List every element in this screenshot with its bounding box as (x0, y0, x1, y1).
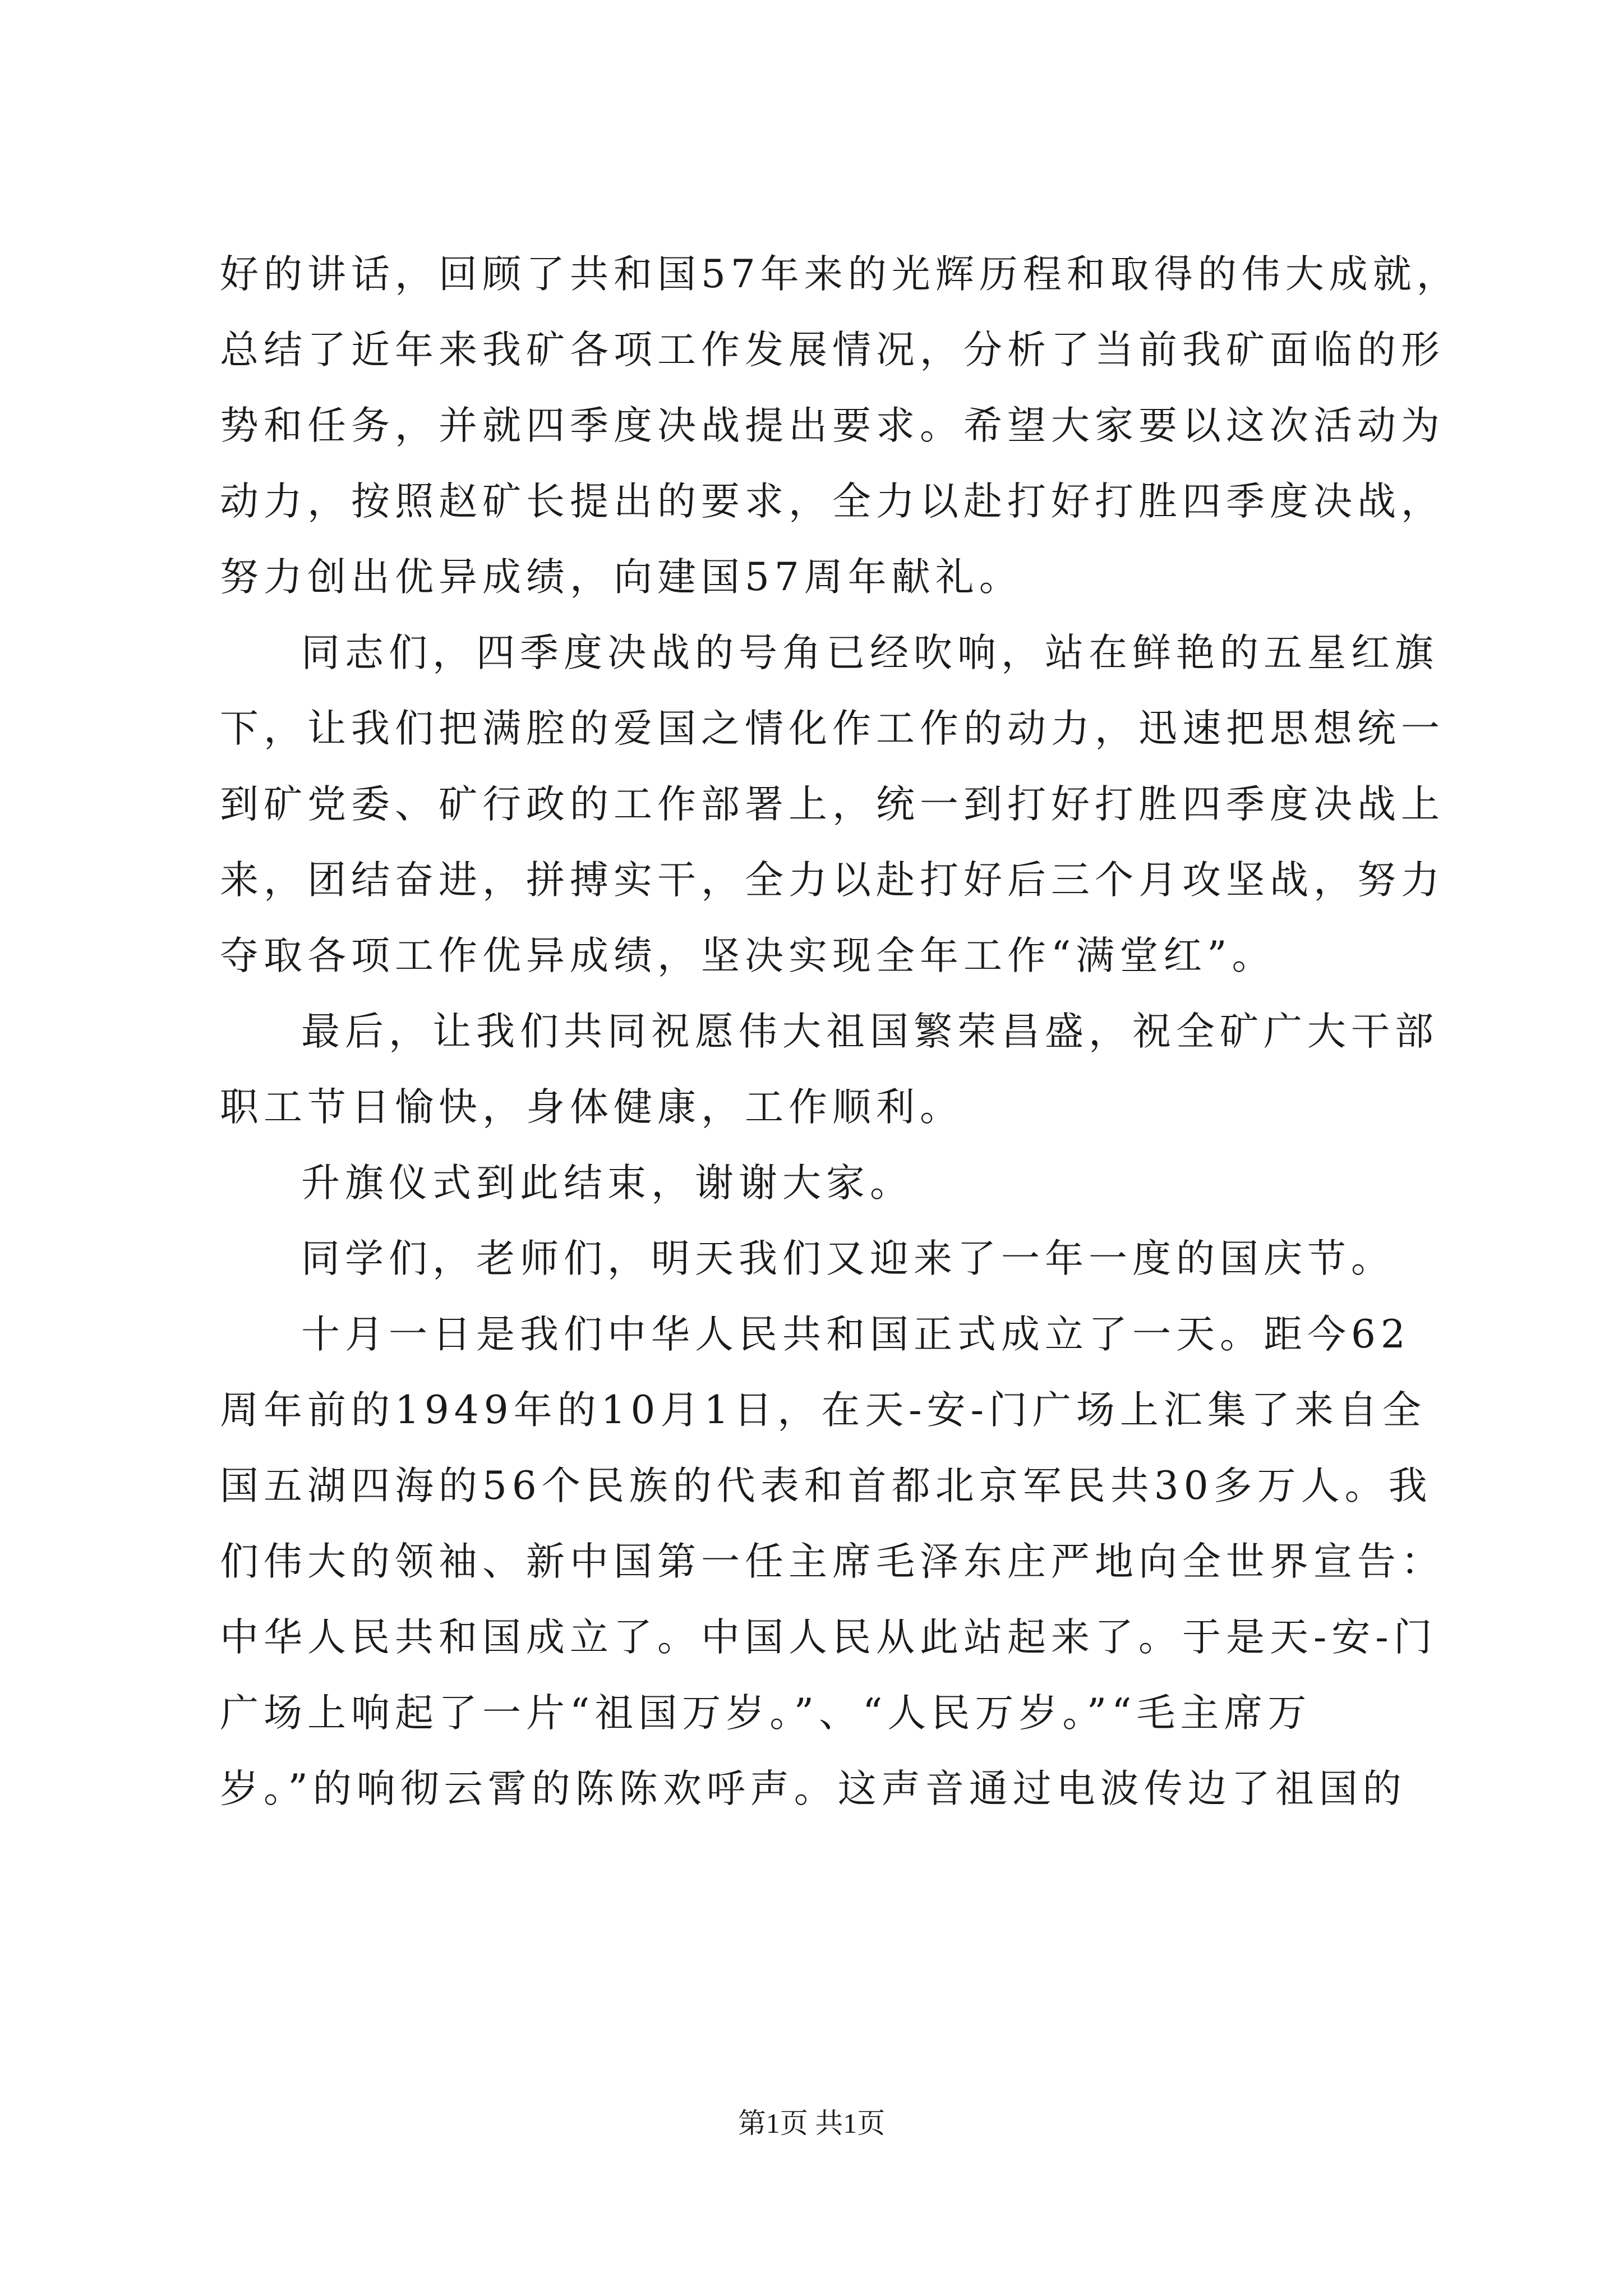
text-line: 周年前的1949年的10月1日，在天-安-门广场上汇集了来自全 (220, 1388, 1426, 1433)
text-line: 同学们，老师们，明天我们又迎来了一年一度的国庆节。 (301, 1236, 1395, 1281)
text-line: 夺取各项工作优异成绩，坚决实现全年工作“满堂红”。 (220, 933, 1276, 978)
text-line: 势和任务，并就四季度决战提出要求。希望大家要以这次活动为 (220, 403, 1445, 448)
text-line: 国五湖四海的56个民族的代表和首都北京军民共30多万人。我 (220, 1464, 1432, 1508)
text-line: 十月一日是我们中华人民共和国正式成立了一天。距今62 (301, 1312, 1410, 1357)
text-line: 到矿党委、矿行政的工作部署上，统一到打好打胜四季度决战上 (220, 782, 1445, 827)
text-line: 努力创出优异成绩，向建国57周年献礼。 (220, 555, 1023, 600)
text-line: 动力，按照赵矿长提出的要求，全力以赴打好打胜四季度决战， (220, 479, 1445, 524)
text-line: 中华人民共和国成立了。中国人民从此站起来了。于是天-安-门 (220, 1615, 1437, 1660)
text-line: 广场上响起了一片“祖国万岁。”、“人民万岁。”“毛主席万 (220, 1691, 1312, 1736)
text-line: 下，让我们把满腔的爱国之情化作工作的动力，迅速把思想统一 (220, 706, 1445, 751)
document-body (220, 237, 1460, 1827)
text-line: 最后，让我们共同祝愿伟大祖国繁荣昌盛，祝全矿广大干部 (301, 1009, 1438, 1054)
text-line: 总结了近年来我矿各项工作发展情况，分析了当前我矿面临的形 (220, 328, 1445, 372)
text-line: 来，团结奋进，拼搏实干，全力以赴打好后三个月攻坚战，努力 (220, 858, 1445, 903)
text-line: 职工节日愉快，身体健康，工作顺利。 (220, 1085, 963, 1130)
text-line: 岁。”的响彻云霄的陈陈欢呼声。这声音通过电波传边了祖国的 (220, 1766, 1407, 1811)
text-line: 们伟大的领袖、新中国第一任主席毛泽东庄严地向全世界宣告： (220, 1539, 1445, 1584)
text-line: 同志们，四季度决战的号角已经吹响，站在鲜艳的五星红旗 (301, 631, 1438, 675)
text-line: 好的讲话，回顾了共和国57年来的光辉历程和取得的伟大成就， (220, 252, 1460, 297)
text-line: 升旗仪式到此结束，谢谢大家。 (301, 1161, 914, 1205)
page-footer: 第1页 共1页 (737, 2108, 886, 2139)
